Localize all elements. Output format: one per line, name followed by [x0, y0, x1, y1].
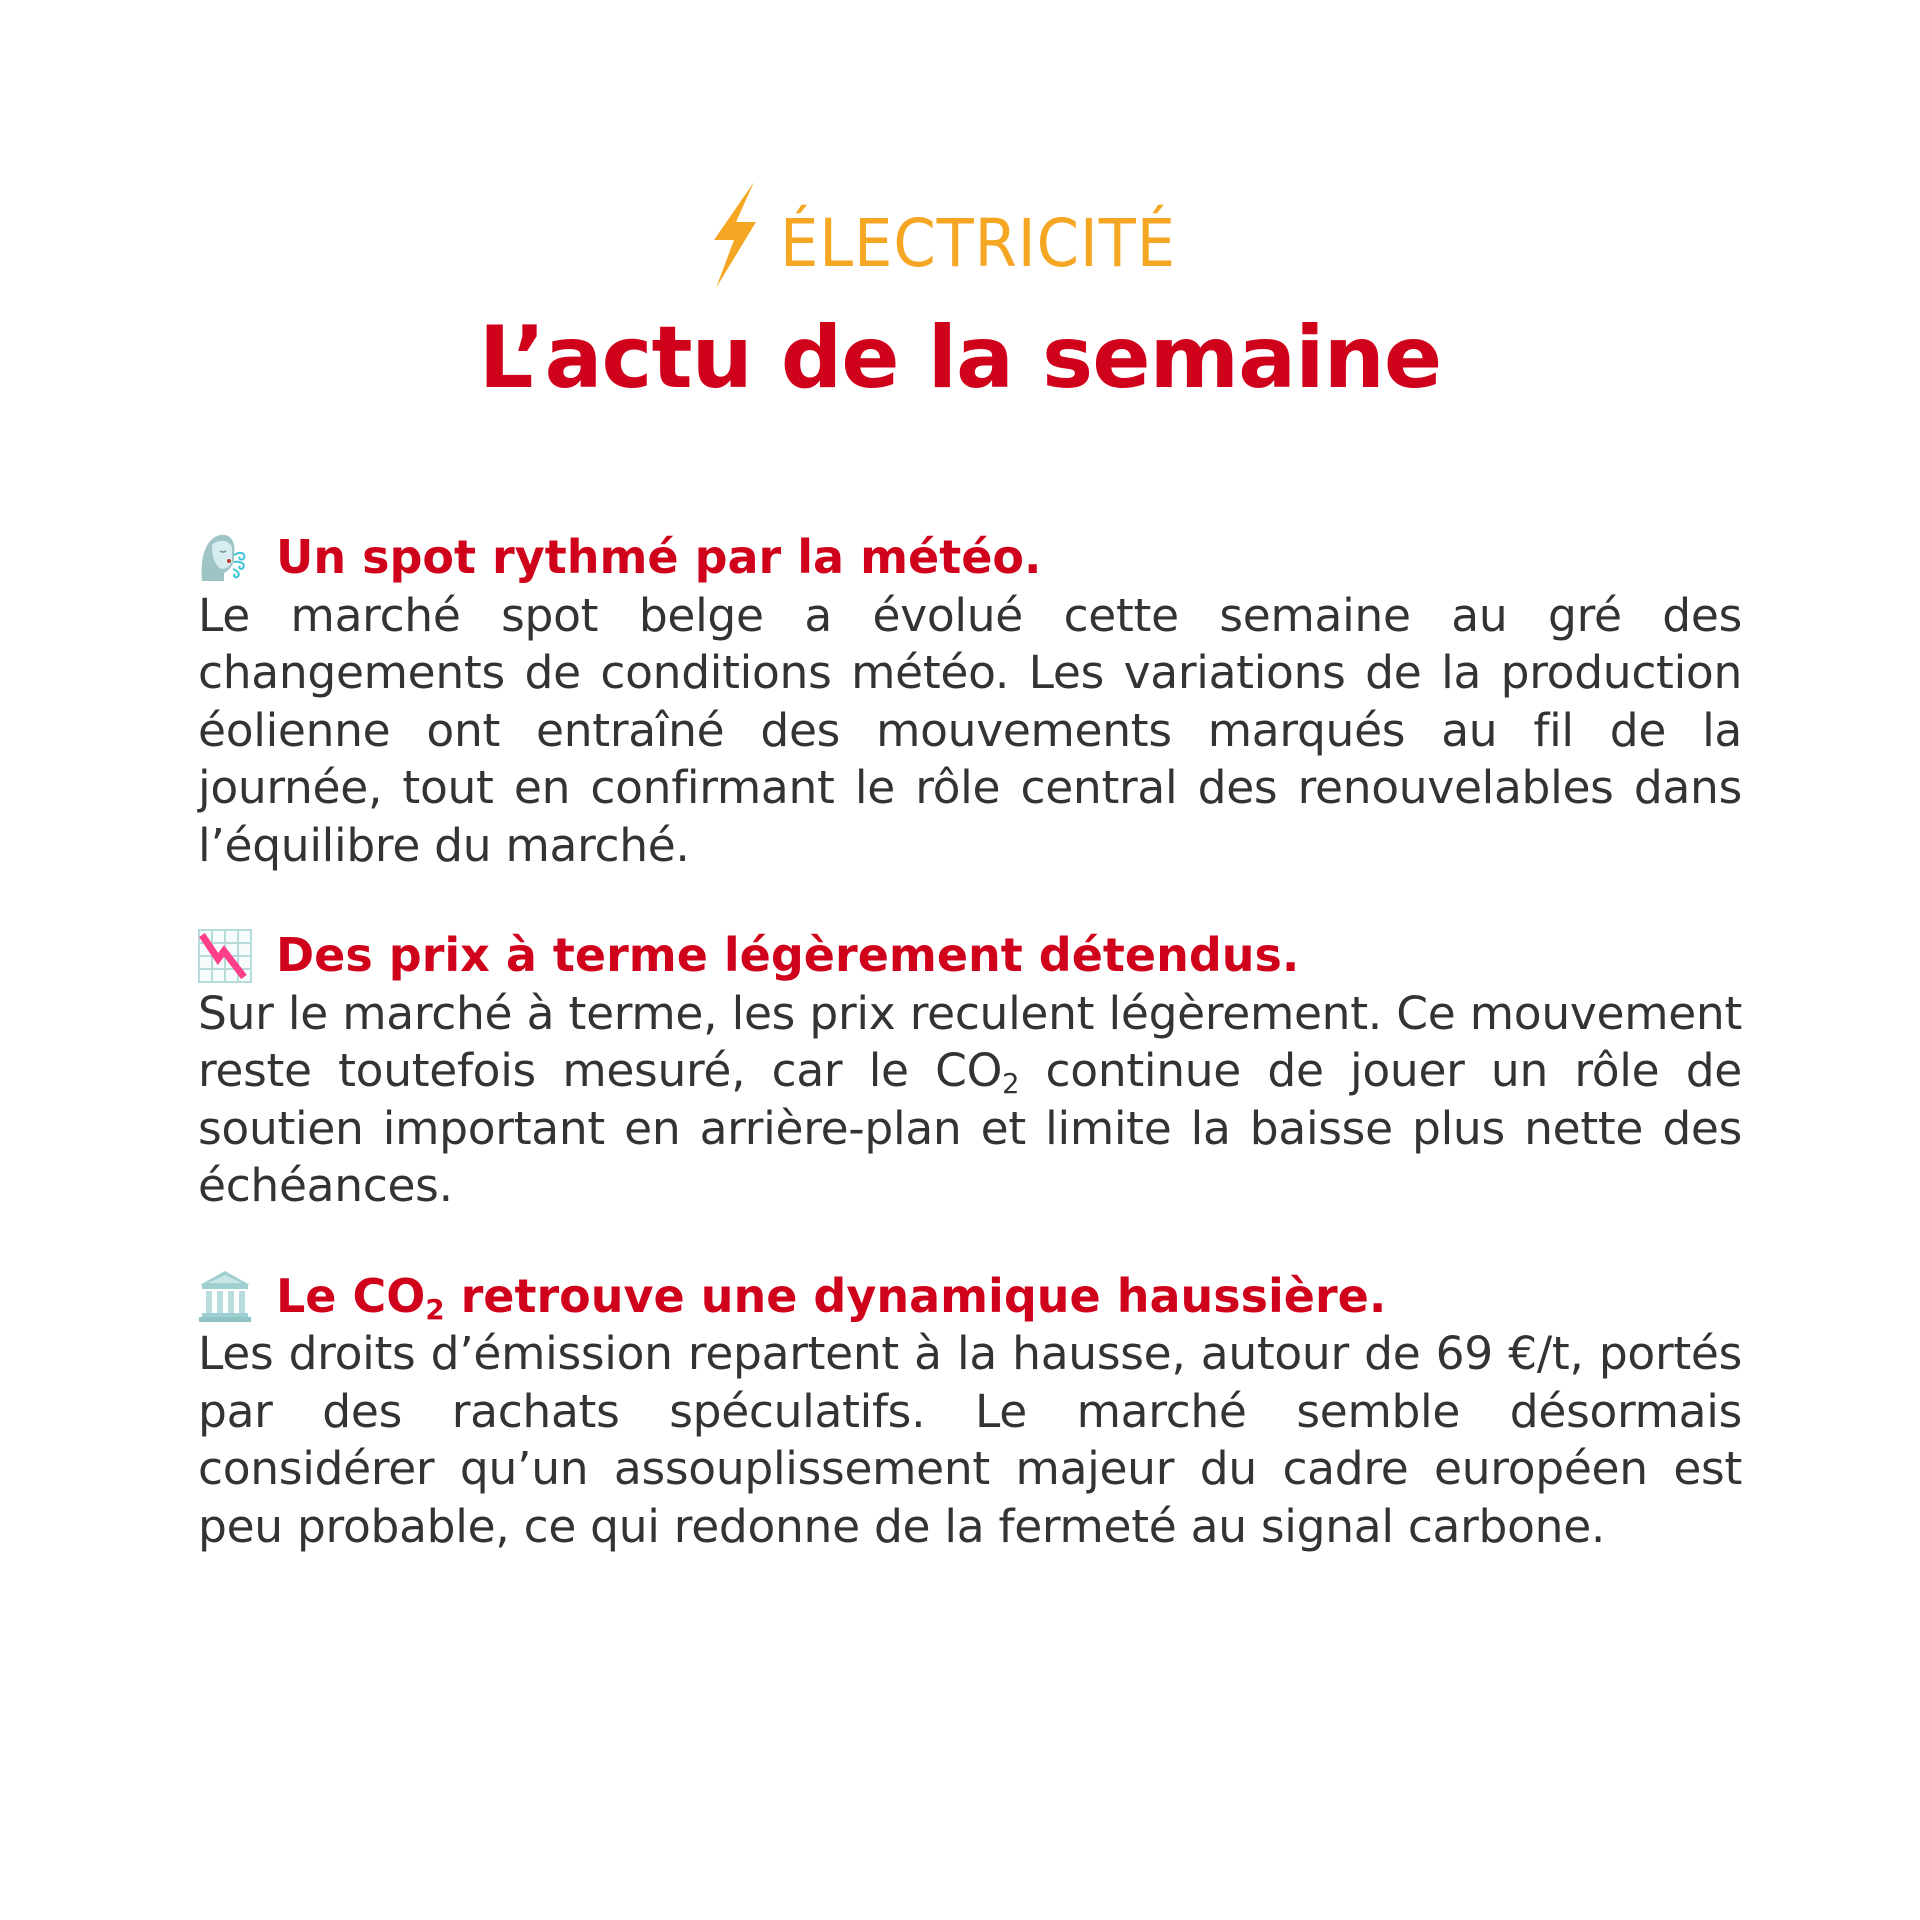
body-text: continue de jouer un rôle de soutien important en arrière-plan et limite la baisse plus nette des échéances.: [198, 1044, 1742, 1212]
section-kicker: [0, 180, 1920, 290]
subscript: 2: [1002, 1068, 1020, 1100]
kicker-label: ÉLECTRICITÉ: [779, 205, 1176, 282]
news-section-forward-prices: [198, 927, 1742, 1215]
section-heading: [198, 529, 1742, 587]
classical-building-icon: [198, 1269, 252, 1323]
section-body: [198, 985, 1742, 1215]
wind-face-icon: [198, 531, 252, 585]
page-title: L’actu de la semaine: [478, 308, 1442, 408]
news-section-co2: [198, 1268, 1742, 1556]
section-body: Le marché spot belge a évolué cette semaine au gré des changements de conditions météo. Les variations de la production éolienne ont entraîné des mouvements marqués au fil de la journée, tout en confirmant le rôle central des renouvelables dans l’équilibre du marché.: [198, 588, 1742, 872]
heading-text: retrouve une dynamique haussière.: [444, 1268, 1387, 1323]
heading-text: Le CO: [276, 1268, 426, 1323]
chart-decreasing-icon: [198, 929, 252, 983]
section-heading: [198, 927, 1742, 985]
subscript: 2: [425, 1292, 445, 1326]
lightning-bolt-icon: [710, 182, 758, 288]
section-heading-text: Des prix à terme légèrement détendus.: [276, 928, 1300, 982]
section-heading-text: [276, 1268, 1386, 1326]
section-body: Les droits d’émission repartent à la hausse, autour de 69 €/t, portés par des rachats spéculatifs. Le marché semble désormais considérer qu’un assouplissement majeur du cadre européen est peu probable, ce qui redonne de la fermeté au signal carbone.: [198, 1327, 1742, 1553]
section-heading: [198, 1268, 1742, 1326]
body-text: Sur le marché à terme, les prix reculent légèrement. Ce mouvement reste toutefois mesuré, car le CO: [198, 986, 1742, 1097]
news-section-spot: [198, 529, 1742, 874]
news-content: [198, 529, 1742, 1608]
section-heading-text: Un spot rythmé par la météo.: [276, 530, 1042, 584]
